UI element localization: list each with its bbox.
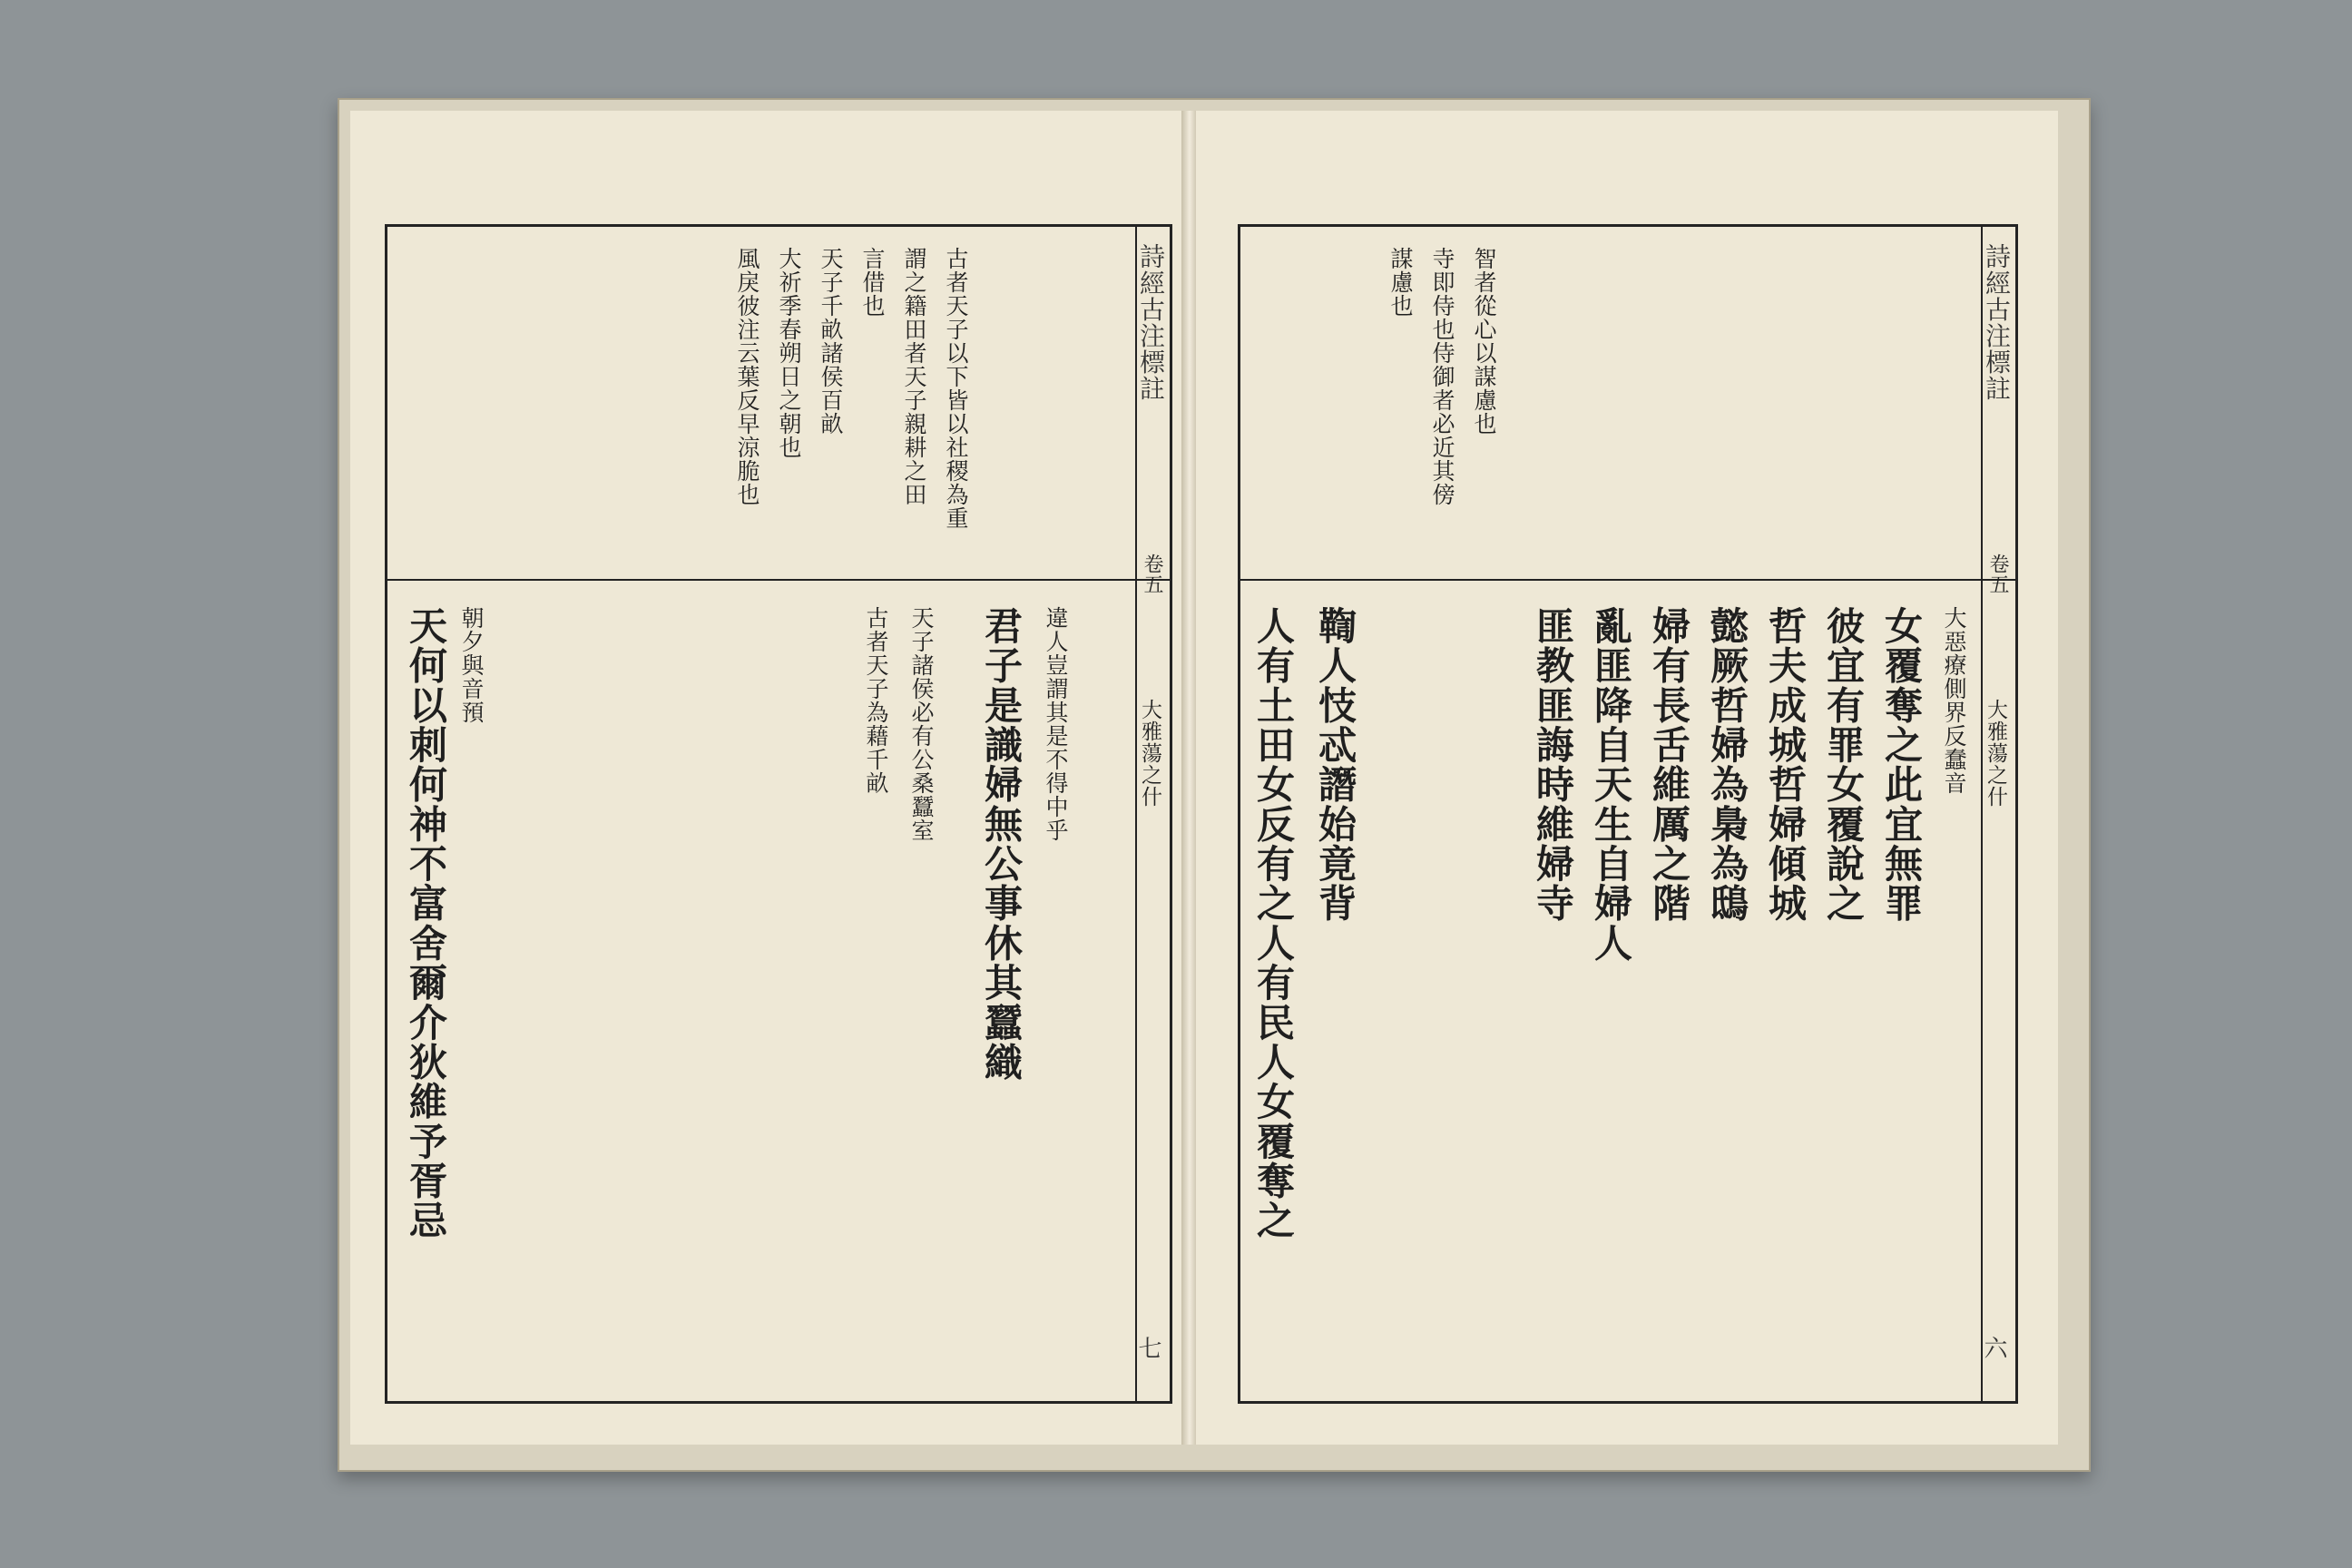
right-page [1196, 111, 2058, 1445]
open-book [338, 98, 2091, 1472]
right-main-column-9: 鞫人忮忒譖始竟背 [1313, 606, 1357, 924]
left-main-column-3: 天子諸侯必有公桑蠶室 [908, 606, 935, 842]
right-main-column-5: 懿厥哲婦為梟為鴟 [1705, 606, 1749, 924]
right-running-title: 詩經古注標註 [1982, 243, 2012, 402]
right-main-column-8: 匪教匪誨時維婦寺 [1531, 606, 1575, 924]
right-note-3: 謀慮也 [1387, 247, 1414, 318]
right-page-frame [1238, 224, 2018, 1404]
right-note-2: 寺即侍也侍御者必近其傍 [1429, 247, 1455, 506]
right-main-column-7: 亂匪降自天生自婦人 [1589, 606, 1633, 964]
left-note-6: 風戾彼注云葉反早涼脆也 [734, 247, 760, 506]
left-page-frame [385, 224, 1172, 1404]
left-upper-divider [387, 579, 1170, 581]
right-margin-column [1981, 227, 2015, 1401]
left-note-2: 謂之籍田者天子親耕之田 [901, 247, 927, 506]
right-large-text: 人有土田女反有之人有民人女覆奪之 [1251, 606, 1296, 1240]
left-main-column-4: 古者天子為藉千畝 [863, 606, 889, 795]
right-main-column-1: 大惡療側界反蠢音 [1941, 606, 1967, 795]
left-running-title: 詩經古注標註 [1136, 243, 1166, 402]
left-main-column-1: 違人豈謂其是不得中乎 [1043, 606, 1069, 842]
right-main-column-2: 女覆奪之此宜無罪 [1879, 606, 1924, 924]
right-volume: 卷五 [1986, 554, 2009, 595]
left-margin-column [1135, 227, 1170, 1401]
right-upper-divider [1240, 579, 2015, 581]
left-large-text: 天何以刺何神不富舍爾介狄維予胥忌 [404, 606, 448, 1240]
right-main-column-6: 婦有長舌維厲之階 [1647, 606, 1691, 924]
left-main-column-2: 君子是識婦無公事休其蠶織 [979, 606, 1024, 1083]
right-section: 大雅蕩之什 [1984, 699, 2007, 808]
left-main-column-5: 朝夕與音預 [458, 606, 485, 724]
left-note-1: 古者天子以下皆以社稷為重 [943, 247, 969, 530]
left-page [350, 111, 1183, 1445]
left-note-3: 言借也 [859, 247, 886, 318]
right-main-column-4: 哲夫成城哲婦傾城 [1763, 606, 1808, 924]
left-note-5: 大祈季春朔日之朝也 [776, 247, 802, 459]
right-note-1: 智者從心以謀慮也 [1471, 247, 1497, 436]
right-page-number: 六 [1980, 1335, 2007, 1360]
right-main-column-3: 彼宜有罪女覆說之 [1821, 606, 1866, 924]
left-section: 大雅蕩之什 [1138, 699, 1161, 808]
left-note-4: 天子千畝諸侯百畝 [818, 247, 844, 436]
left-volume: 卷五 [1141, 554, 1163, 595]
left-page-number: 七 [1134, 1335, 1161, 1360]
